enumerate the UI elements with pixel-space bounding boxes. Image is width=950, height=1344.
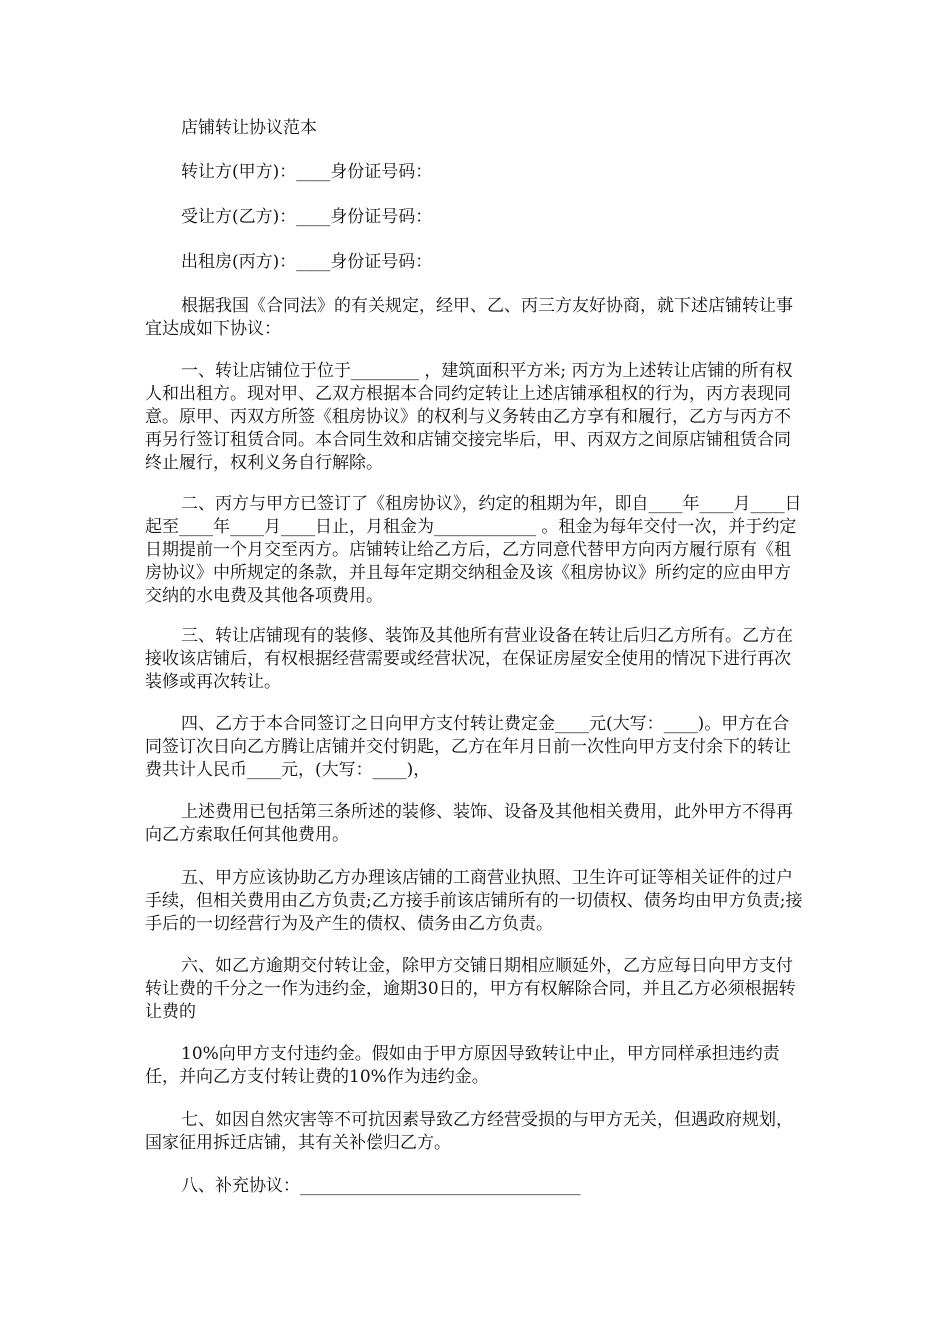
party-landlord: 出租房(丙方)：____身份证号码：	[181, 252, 433, 272]
clause-6-continued: 10%向甲方支付违约金。假如由于甲方原因导致转让中止，甲方同样承担违约责任，并向乙方支付转让费的10%作为违约金。	[145, 1044, 780, 1087]
clause-1: 一、转让店铺位于位于________ ，建筑面积平方米; 丙方为上述转让店铺的所有权人和出租方。现对甲、乙双方根据本合同约定转让上述店铺承租权的行为，丙方表现同意。原甲、丙双方所签《租房协议》的权利与义务转由乙方享有和履行，乙方与丙方不再另行签订租赁合同。本合同生效和店铺交接完毕后，甲、丙双方之间原店铺租赁合同终止履行，权利义务自行解除。	[145, 361, 793, 473]
clause-8-supplement: 八、补充协议：_________________________________	[181, 1176, 581, 1196]
intro-paragraph: 根据我国《合同法》的有关规定，经甲、乙、丙三方友好协商，就下述店铺转让事宜达成如下协议：	[145, 296, 793, 339]
clause-4-note: 上述费用已包括第三条所述的装修、装饰、设备及其他相关费用，此外甲方不得再向乙方索取任何其他费用。	[145, 802, 793, 845]
clause-7: 七、如因自然灾害等不可抗因素导致乙方经营受损的与甲方无关，但遇政府规划，国家征用拆迁店铺，其有关补偿归乙方。	[145, 1110, 793, 1153]
clause-2: 二、丙方与甲方已签订了《租房协议》，约定的租期为年，即自____年____月____日起至____年____月____日止，月租金为____________ 。租金为每年交付一次，并于约定日期提前一个月交至丙方。店铺转让给乙方后，乙方同意代替甲方向丙方履行原有《租房协议》中所规定的条款，并且每年定期交纳租金及该《租房协议》所约定的应由甲方交纳的水电费及其他各项费用。	[145, 494, 802, 606]
clause-5: 五、甲方应该协助乙方办理该店铺的工商营业执照、卫生许可证等相关证件的过户手续，但相关费用由乙方负责;乙方接手前该店铺所有的一切债权、债务均由甲方负责;接手后的一切经营行为及产生的债权、债务由乙方负责。	[145, 868, 803, 934]
clause-3: 三、转让店铺现有的装修、装饰及其他所有营业设备在转让后归乙方所有。乙方在接收该店铺后，有权根据经营需要或经营状况，在保证房屋安全使用的情况下进行再次装修或再次转让。	[145, 626, 793, 692]
party-transferor: 转让方(甲方)：____身份证号码：	[181, 162, 433, 182]
clause-6: 六、如乙方逾期交付转让金，除甲方交铺日期相应顺延外，乙方应每日向甲方支付转让费的千分之一作为违约金，逾期30日的，甲方有权解除合同，并且乙方必须根据转让费的	[145, 956, 796, 1022]
party-transferee: 受让方(乙方)：____身份证号码：	[181, 207, 433, 227]
clause-4: 四、乙方于本合同签订之日向甲方支付转让费定金____元(大写：____)。甲方在合同签订次日向乙方腾让店铺并交付钥匙，乙方在年月日前一次性向甲方支付余下的转让费共计人民币____元，(大写：____)，	[145, 714, 791, 780]
document-title: 店铺转让协议范本	[181, 118, 317, 138]
